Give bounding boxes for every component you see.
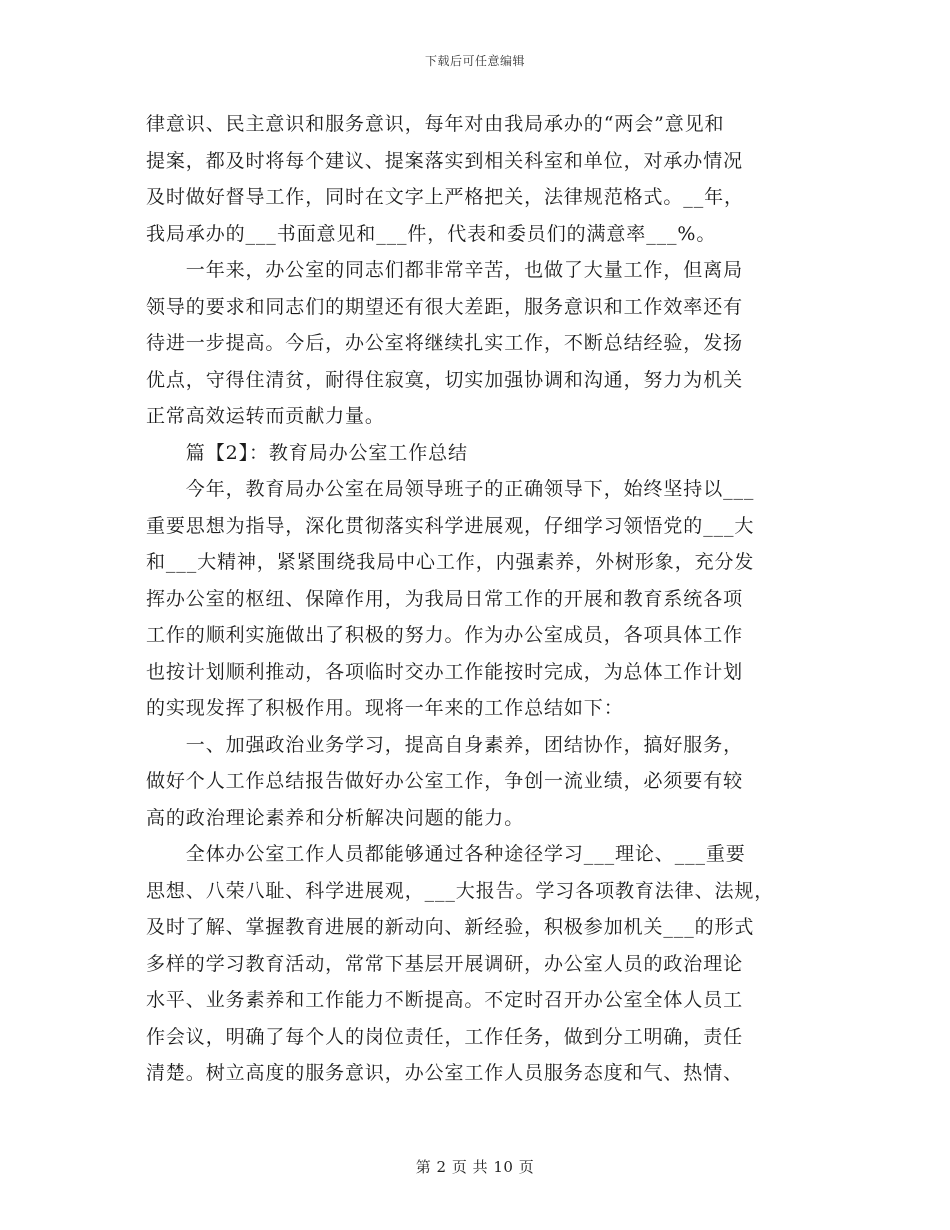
- text-line: 及时了解、掌握教育进展的新动向、新经验，积极参加机关___的形式: [146, 916, 755, 938]
- text-line: 今年，教育局办公室在局领导班子的正确领导下，始终坚持以___: [146, 478, 755, 500]
- text-line: 及时做好督导工作，同时在文字上严格把关，法律规范格式。__年，: [146, 186, 744, 208]
- text-line: 思想、八荣八耻、科学进展观，___大报告。学习各项教育法律、法规，: [146, 879, 775, 902]
- text-line: 一年来，办公室的同志们都非常辛苦，也做了大量工作，但离局: [146, 259, 744, 281]
- text-line: 和___大精神，紧紧围绕我局中心工作，内强素养，外树形象，充分发: [146, 551, 755, 573]
- text-line: 也按计划顺利推动，各项临时交办工作能按时完成，为总体工作计划: [146, 660, 744, 683]
- text-line: 作会议，明确了每个人的岗位责任，工作任务，做到分工明确，责任: [146, 1025, 744, 1048]
- text-line: 律意识、民主意识和服务意识，每年对由我局承办的“两会”意见和: [146, 113, 725, 135]
- text-line: 全体办公室工作人员都能够通过各种途径学习___理论、___重要: [146, 843, 746, 865]
- text-line: 清楚。树立高度的服务意识，办公室工作人员服务态度和气、热情、: [146, 1062, 744, 1084]
- text-line: 我局承办的___书面意见和___件，代表和委员们的满意率___%。: [146, 222, 717, 245]
- text-line: 优点，守得住清贫，耐得住寂寞，切实加强协调和沟通，努力为机关: [146, 368, 744, 391]
- text-line: 挥办公室的枢纽、保障作用，为我局日常工作的开展和教育系统各项: [146, 587, 744, 610]
- page-number: 第 2 页 共 10 页: [415, 1158, 535, 1176]
- text-line: 提案，都及时将每个建议、提案落实到相关科室和单位，对承办情况: [146, 149, 744, 172]
- document-body: [146, 106, 814, 1092]
- text-line: 做好个人工作总结报告做好办公室工作，争创一流业绩，必须要有较: [146, 770, 744, 792]
- text-line: 重要思想为指导，深化贯彻落实科学进展观，仔细学习领悟党的___大: [146, 514, 755, 537]
- text-line: 高的政治理论素养和分析解决问题的能力。: [146, 806, 525, 829]
- text-line: 水平、业务素养和工作能力不断提高。不定时召开办公室全体人员工: [146, 989, 744, 1011]
- section-heading: 篇【2】：教育局办公室工作总结: [146, 441, 468, 464]
- text-line: 待进一步提高。今后，办公室将继续扎实工作，不断总结经验，发扬: [146, 332, 744, 354]
- text-line: 多样的学习教育活动，常常下基层开展调研，办公室人员的政治理论: [146, 952, 744, 975]
- text-line: 领导的要求和同志们的期望还有很大差距，服务意识和工作效率还有: [146, 295, 744, 318]
- text-line: 正常高效运转而贡献力量。: [146, 405, 385, 427]
- text-line: 的实现发挥了积极作用。现将一年来的工作总结如下：: [146, 697, 624, 719]
- text-line: 一、加强政治业务学习，提高自身素养，团结协作，搞好服务，: [146, 733, 744, 756]
- text-line: 工作的顺利实施做出了积极的努力。作为办公室成员，各项具体工作: [146, 624, 744, 646]
- page-header: 下载后可任意编辑: [424, 54, 525, 68]
